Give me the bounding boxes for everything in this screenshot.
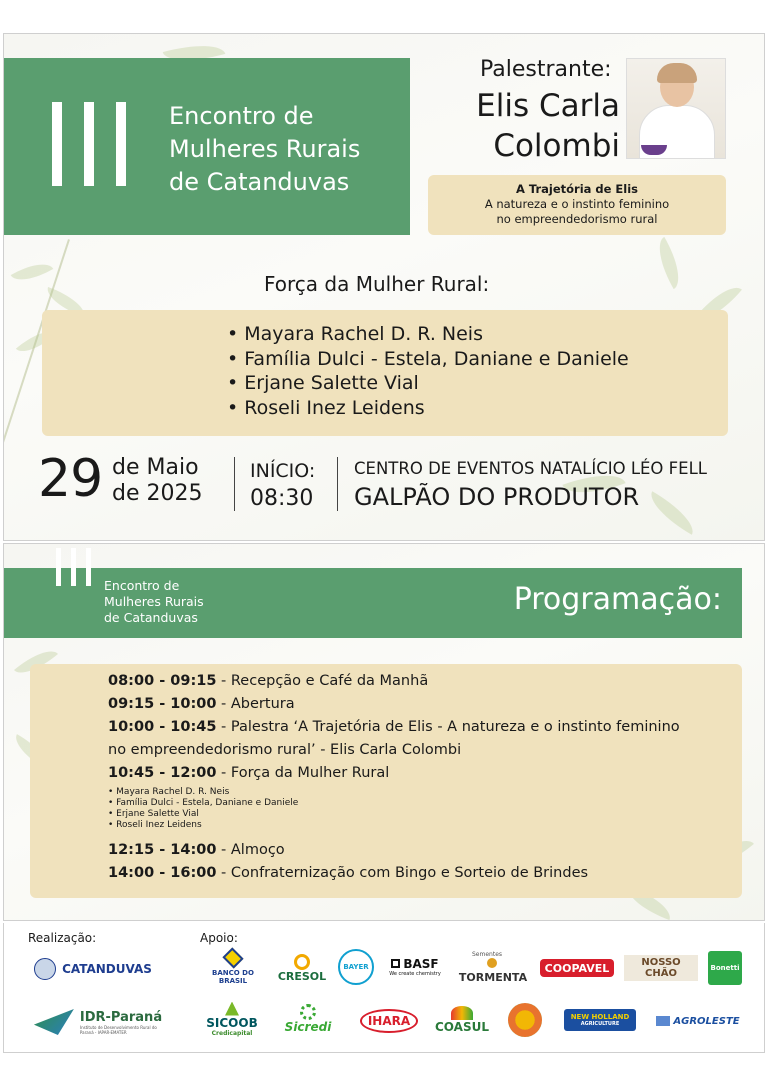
program-event-title-line: de Catanduvas bbox=[104, 610, 198, 625]
schedule-row bbox=[108, 839, 742, 862]
list-item: • Mayara Rachel D. R. Neis bbox=[108, 787, 230, 797]
cresol-logo bbox=[274, 951, 330, 985]
idr-parana-logo bbox=[28, 1003, 168, 1041]
logo-text: BAYER bbox=[343, 963, 369, 971]
list-item: • Roseli Inez Leidens bbox=[227, 396, 425, 419]
event-flyer-top bbox=[3, 33, 765, 541]
forca-list-box bbox=[42, 310, 728, 436]
coopavel-logo bbox=[540, 959, 614, 977]
idr-mark-icon bbox=[34, 1009, 74, 1035]
coat-of-arms-icon bbox=[34, 958, 56, 980]
leaf-decoration bbox=[649, 237, 690, 289]
sun-icon bbox=[487, 958, 497, 968]
talk-subtitle: A natureza e o instinto feminino bbox=[484, 197, 670, 211]
roman-numeral-three bbox=[56, 548, 91, 586]
event-title-line: Encontro de bbox=[169, 102, 314, 130]
coasul-mark-icon bbox=[451, 1006, 473, 1020]
event-title-banner bbox=[4, 58, 410, 235]
sponsors-footer bbox=[3, 923, 765, 1053]
list-item: • Erjane Salette Vial bbox=[108, 809, 199, 819]
sicoob-mark-icon bbox=[225, 1002, 239, 1016]
schedule-activity: - Força da Mulher Rural bbox=[216, 765, 390, 781]
schedule-time: 10:00 - 10:45 bbox=[108, 719, 217, 735]
schedule-activity: - Almoço bbox=[216, 842, 285, 858]
basf-mark-icon bbox=[391, 959, 400, 968]
logo-text: IHARA bbox=[367, 1014, 411, 1028]
ihara-logo bbox=[360, 1009, 418, 1033]
nosso-chao-logo bbox=[624, 955, 698, 981]
talk-subtitle: no empreendedorismo rural bbox=[496, 212, 658, 226]
list-item: • Família Dulci - Estela, Daniane e Daniele bbox=[108, 798, 299, 808]
sicredi-mark-icon bbox=[300, 1004, 316, 1020]
talk-title: A Trajetória de Elis bbox=[515, 182, 639, 196]
list-item: • Família Dulci - Estela, Daniane e Daniele bbox=[227, 347, 629, 370]
event-year: de 2025 bbox=[112, 481, 203, 506]
program-event-title-line: Encontro de bbox=[104, 578, 180, 593]
logo-text: NOSSO CHÃO bbox=[641, 957, 681, 979]
speaker-photo bbox=[626, 58, 726, 159]
logo-subtext: Instituto de Desenvolvimento Rural do Paraná - IAPAR-EMATER bbox=[79, 1024, 157, 1035]
speaker-label: Palestrante: bbox=[480, 57, 612, 82]
schedule-time: 09:15 - 10:00 bbox=[108, 696, 217, 712]
logo-text: Bonetti bbox=[710, 964, 740, 972]
bonetti-logo bbox=[708, 951, 742, 985]
list-item: • Mayara Rachel D. R. Neis bbox=[227, 323, 483, 345]
catanduvas-logo bbox=[28, 955, 158, 983]
logo-text: BANCO DO BRASIL bbox=[212, 969, 254, 985]
logo-text: BASF bbox=[403, 957, 439, 971]
program-heading: Programação: bbox=[513, 582, 722, 617]
schedule-activity: no empreendedorismo rural’ - Elis Carla Colombi bbox=[108, 742, 462, 758]
event-title bbox=[169, 100, 360, 199]
speaker-name bbox=[460, 86, 620, 166]
basf-logo bbox=[382, 953, 448, 981]
solar-panel-icon bbox=[656, 1016, 670, 1026]
logo-text: COASUL bbox=[434, 1020, 489, 1034]
schedule-row bbox=[108, 716, 742, 739]
logo-text: IDR-Paraná bbox=[79, 1009, 163, 1025]
talk-title-box bbox=[428, 175, 726, 235]
banco-do-brasil-logo bbox=[200, 951, 266, 985]
logo-subtext: AGRICULTURE bbox=[580, 1021, 620, 1027]
schedule-activity: - Recepção e Café da Manhã bbox=[216, 673, 429, 689]
event-month: de Maio bbox=[112, 455, 199, 480]
schedule-activity: - Abertura bbox=[216, 696, 295, 712]
speaker-name-line: Colombi bbox=[493, 128, 620, 164]
start-time-block bbox=[250, 457, 315, 513]
schedule-row bbox=[108, 762, 742, 785]
schedule-row bbox=[108, 693, 742, 716]
logo-text: Sicredi bbox=[284, 1020, 332, 1034]
program-event-title-line: Mulheres Rurais bbox=[104, 594, 204, 609]
logo-text: NEW HOLLAND bbox=[570, 1013, 630, 1021]
event-flyer-program bbox=[3, 543, 765, 921]
venue-name: CENTRO DE EVENTOS NATALÍCIO LÉO FELL bbox=[354, 459, 707, 478]
program-event-title bbox=[104, 578, 204, 626]
sicoob-logo bbox=[200, 999, 264, 1039]
roman-numeral-three bbox=[52, 102, 126, 186]
logo-text: CATANDUVAS bbox=[62, 962, 152, 976]
event-title-line: Mulheres Rurais bbox=[169, 135, 361, 163]
program-header-banner bbox=[4, 568, 742, 638]
bb-mark-icon bbox=[222, 947, 243, 968]
schedule-activity: - Palestra ‘A Trajetória de Elis - A natureza e o instinto feminino bbox=[216, 719, 680, 735]
schedule-time: 14:00 - 16:00 bbox=[108, 865, 217, 881]
agricultural-seal-logo bbox=[508, 1003, 542, 1037]
forca-heading: Força da Mulher Rural: bbox=[264, 272, 490, 296]
schedule-row-continued bbox=[108, 739, 742, 762]
apoio-label: Apoio: bbox=[200, 931, 238, 945]
schedule-box bbox=[30, 664, 742, 898]
schedule-time: 08:00 - 09:15 bbox=[108, 673, 217, 689]
event-title-line: de Catanduvas bbox=[169, 168, 350, 196]
start-label: INÍCIO: bbox=[250, 460, 316, 482]
coasul-logo bbox=[434, 1001, 490, 1039]
schedule-activity: - Confraternização com Bingo e Sorteio de Brindes bbox=[216, 865, 589, 881]
realizacao-label: Realização: bbox=[28, 931, 97, 945]
start-time: 08:30 bbox=[250, 486, 314, 511]
schedule-time: 10:45 - 12:00 bbox=[108, 765, 217, 781]
logo-text: CRESOL bbox=[277, 969, 327, 983]
logo-text: COOPAVEL bbox=[544, 961, 610, 975]
schedule-row bbox=[108, 670, 742, 693]
venue-building: GALPÃO DO PRODUTOR bbox=[354, 483, 640, 511]
agroleste-logo bbox=[652, 1011, 744, 1031]
logo-subtext: Credicapital bbox=[211, 1029, 253, 1037]
divider bbox=[337, 457, 338, 511]
bayer-logo bbox=[338, 949, 374, 985]
leaf-decoration bbox=[11, 255, 54, 289]
logo-text: TORMENTA bbox=[458, 970, 528, 984]
logo-subtext: Sementes bbox=[472, 950, 503, 958]
schedule-sub-list bbox=[108, 787, 742, 831]
divider bbox=[234, 457, 235, 511]
schedule-row bbox=[108, 862, 742, 885]
sementes-tormenta-logo bbox=[454, 950, 532, 984]
date-venue-row bbox=[4, 449, 764, 519]
logo-subtext: We create chemistry bbox=[389, 971, 441, 977]
logo-text: SICOOB bbox=[206, 1015, 258, 1030]
cresol-mark-icon bbox=[294, 954, 310, 970]
logo-text: AGROLESTE bbox=[673, 1015, 740, 1027]
event-month-year bbox=[112, 455, 202, 507]
speaker-name-line: Elis Carla bbox=[476, 88, 620, 124]
schedule-time: 12:15 - 14:00 bbox=[108, 842, 217, 858]
list-item: • Roseli Inez Leidens bbox=[108, 820, 202, 830]
new-holland-logo bbox=[564, 1009, 636, 1031]
event-day: 29 bbox=[38, 449, 103, 509]
list-item: • Erjane Salette Vial bbox=[227, 372, 419, 394]
sicredi-logo bbox=[278, 1001, 338, 1037]
